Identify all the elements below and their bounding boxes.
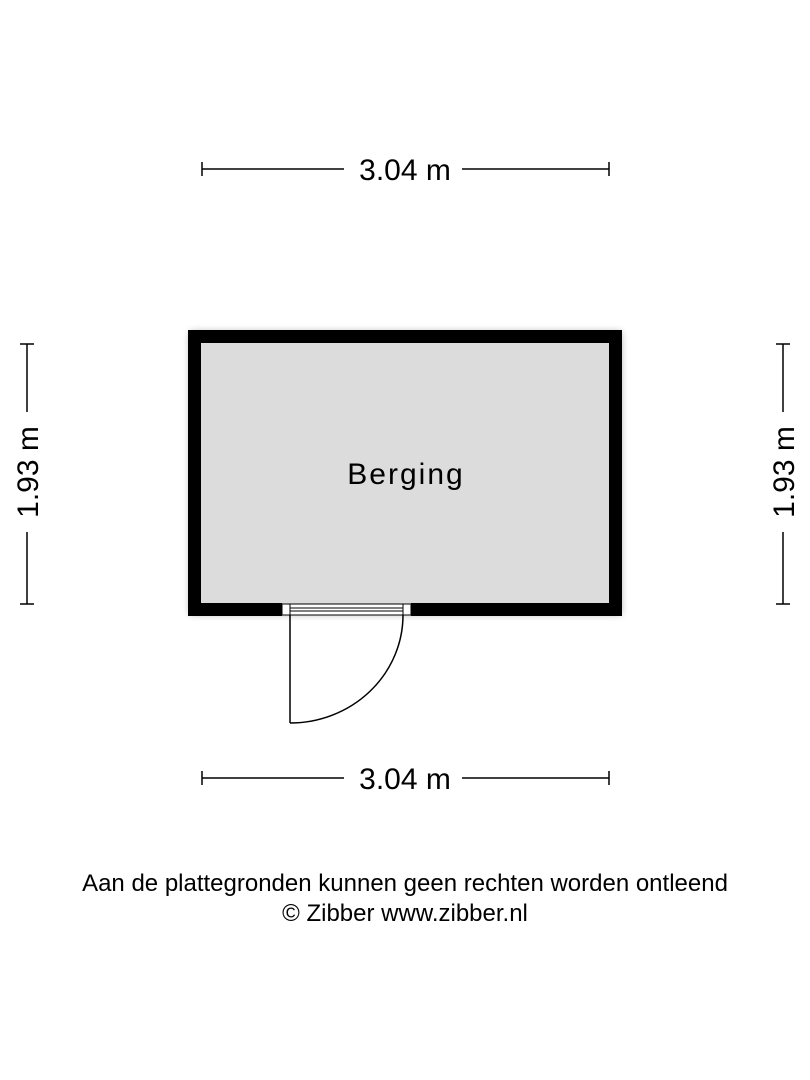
- copyright-text: © Zibber www.zibber.nl: [282, 900, 528, 927]
- right-dimension-label: 1.93 m: [768, 426, 801, 518]
- door: [282, 604, 411, 723]
- bottom-dimension: [202, 763, 609, 796]
- room-label: Berging: [347, 458, 465, 491]
- room-berging: [188, 330, 622, 616]
- left-dimension-label: 1.93 m: [12, 426, 45, 518]
- disclaimer-text: Aan de plattegronden kunnen geen rechten worden ontleend: [82, 870, 728, 897]
- right-dimension: [768, 344, 801, 604]
- bottom-dimension-label: 3.04 m: [359, 763, 451, 796]
- door-swing-arc: [290, 615, 403, 723]
- left-dimension: [12, 344, 45, 604]
- top-dimension-label: 3.04 m: [359, 154, 451, 187]
- top-dimension: [202, 154, 609, 187]
